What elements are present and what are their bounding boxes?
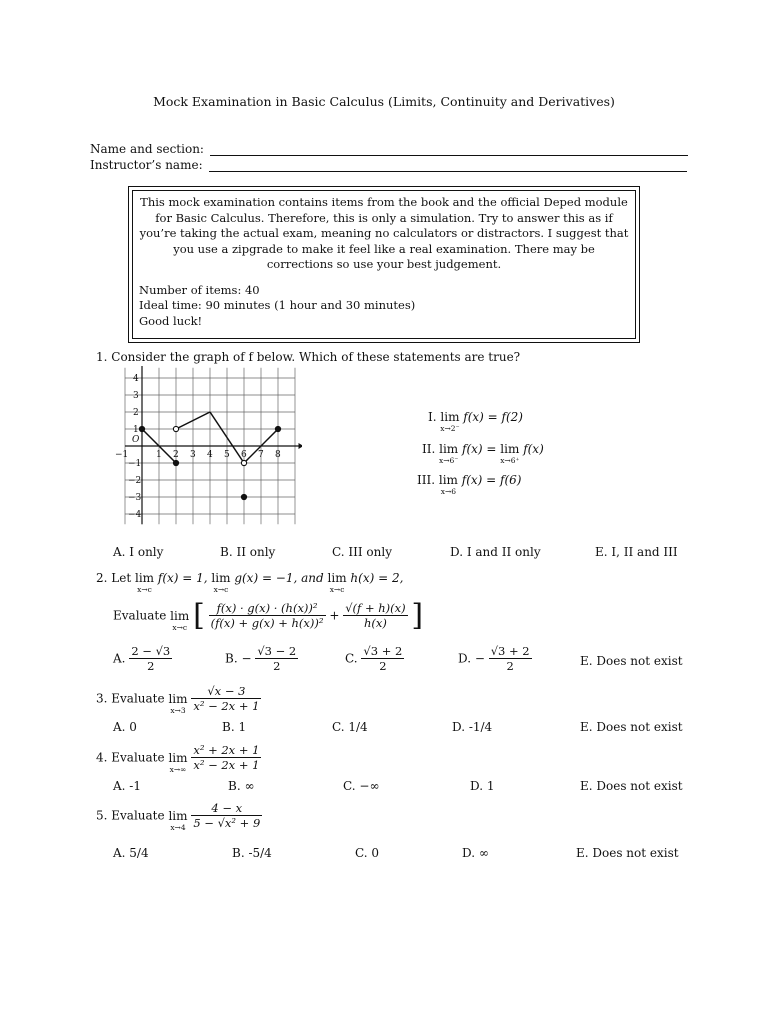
question-2-intro: 2. Let lim x→c f(x) = 1, lim x→c g(x) = −1, and lim x→c h(x) = 2, [96,571,404,594]
x-tick-label: 1 [156,450,162,460]
closed-point [241,494,246,499]
q3-option-c[interactable]: C. 1/4 [332,720,368,734]
x-axis-arrow [299,443,303,449]
notice-time: Ideal time: 90 minutes (1 hour and 30 minutes) [139,298,416,312]
y-tick-label: 2 [133,408,139,418]
x-tick-label: 7 [258,450,264,460]
name-input-line[interactable] [210,143,688,156]
open-point [241,460,246,465]
q5-option-e[interactable]: E. Does not exist [576,846,679,860]
q1-option-a[interactable]: A. I only [113,545,164,559]
q2-option-d[interactable]: D. − $\frac{√3 + 2}{2}$ [458,644,530,673]
q2-option-e[interactable]: E. Does not exist [580,654,683,668]
question-1-text: 1. Consider the graph of f below. Which of these statements are true? [96,350,521,364]
q4-option-d[interactable]: D. 1 [470,779,495,793]
q2-option-c[interactable]: C. $\frac{√3 + 2}{2}$ [345,644,403,673]
q3-option-d[interactable]: D. -1/4 [452,720,493,734]
x-tick-label: 5 [224,450,230,460]
closed-point [139,426,144,431]
y-tick-label: 4 [133,374,139,384]
q1-option-c[interactable]: C. III only [332,545,392,559]
q1-option-b[interactable]: B. II only [220,545,276,559]
notice-text: This mock examination contains items from the book and the official Deped module for Basic Calculus. Therefore, this is only a simulation. Try to answer this as if you’re taking the actual exam, meaning no calculators or distractors. I suggest that you use a zipgrade to make it feel like a real examination. There may be corrections so use your best judgement. [139,195,629,271]
question-5-text: 5. Evaluate lim x→4 $\frac{4 - x}{\text{5 − √x² + 9}}$ [96,801,261,832]
q4-option-e[interactable]: E. Does not exist [580,779,683,793]
statement-2: II. lim x→6⁻ f(x) = lim x→6⁺ f(x) [422,442,544,465]
q3-option-b[interactable]: B. 1 [222,720,247,734]
y-tick-label: 3 [133,391,139,401]
x-tick-label: 6 [241,450,247,460]
x-tick-label: 2 [173,450,179,460]
name-label: Name and section: [90,142,204,156]
q1-option-d[interactable]: D. I and II only [450,545,541,559]
q1-function-graph [112,366,302,541]
y-tick-label: 1 [133,425,139,435]
closed-point [173,460,178,465]
notice-items: Number of items: 40 [139,282,260,297]
q5-option-a[interactable]: A. 5/4 [113,846,149,860]
q4-option-b[interactable]: B. ∞ [228,779,255,793]
q1-option-e[interactable]: E. I, II and III [595,545,678,559]
q3-option-a[interactable]: A. 0 [113,720,137,734]
question-4-text: 4. Evaluate lim x→∞ $\frac{\text{x² + 2x + 1}}{\text{x² − 2x + 1}}$ [96,743,260,774]
q2-option-a[interactable]: A. $\frac{2 - √3}{2}$ [113,644,171,673]
student-fields [90,140,688,172]
y-tick-label: −3 [128,493,142,503]
x-tick-label: 3 [190,450,196,460]
x-tick-label: 4 [207,450,213,460]
notice-box [128,186,640,343]
q5-option-d[interactable]: D. ∞ [462,846,489,860]
closed-point [275,426,280,431]
instructor-input-line[interactable] [209,159,687,172]
origin-label: O [132,435,140,445]
y-tick-label: −1 [128,459,142,469]
x-tick-label: −1 [115,450,129,460]
q4-option-c[interactable]: C. −∞ [343,779,380,793]
open-point [173,426,178,431]
question-2-expression: Evaluate lim x→c [ $\frac{\text{f(x) · g(x) · (h(x))²}}{\text{(f(x) + g(x) + h(x))²}}$ + $\frac{√(f + h)(x)}{h(x)}$ ] [113,598,424,633]
q2-option-b[interactable]: B. − $\frac{√3 - 2}{2}$ [225,644,297,673]
q5-option-c[interactable]: C. 0 [355,846,380,860]
y-tick-label: −4 [128,510,142,520]
q3-option-e[interactable]: E. Does not exist [580,720,683,734]
q4-option-a[interactable]: A. -1 [113,779,141,793]
statement-3: III. lim x→6 f(x) = f(6) [417,473,522,496]
exam-title: Mock Examination in Basic Calculus (Limits, Continuity and Derivatives) [153,94,615,109]
instructor-label: Instructor’s name: [90,158,203,172]
question-3-text: 3. Evaluate lim x→3 $\frac{√x - 3}{\text{x² − 2x + 1}}$ [96,684,260,715]
x-tick-label: 8 [275,450,281,460]
statement-1: I. lim x→2⁻ f(x) = f(2) [428,410,523,433]
q5-option-b[interactable]: B. -5/4 [232,846,272,860]
y-tick-label: −2 [128,476,142,486]
notice-luck: Good luck! [139,313,203,328]
